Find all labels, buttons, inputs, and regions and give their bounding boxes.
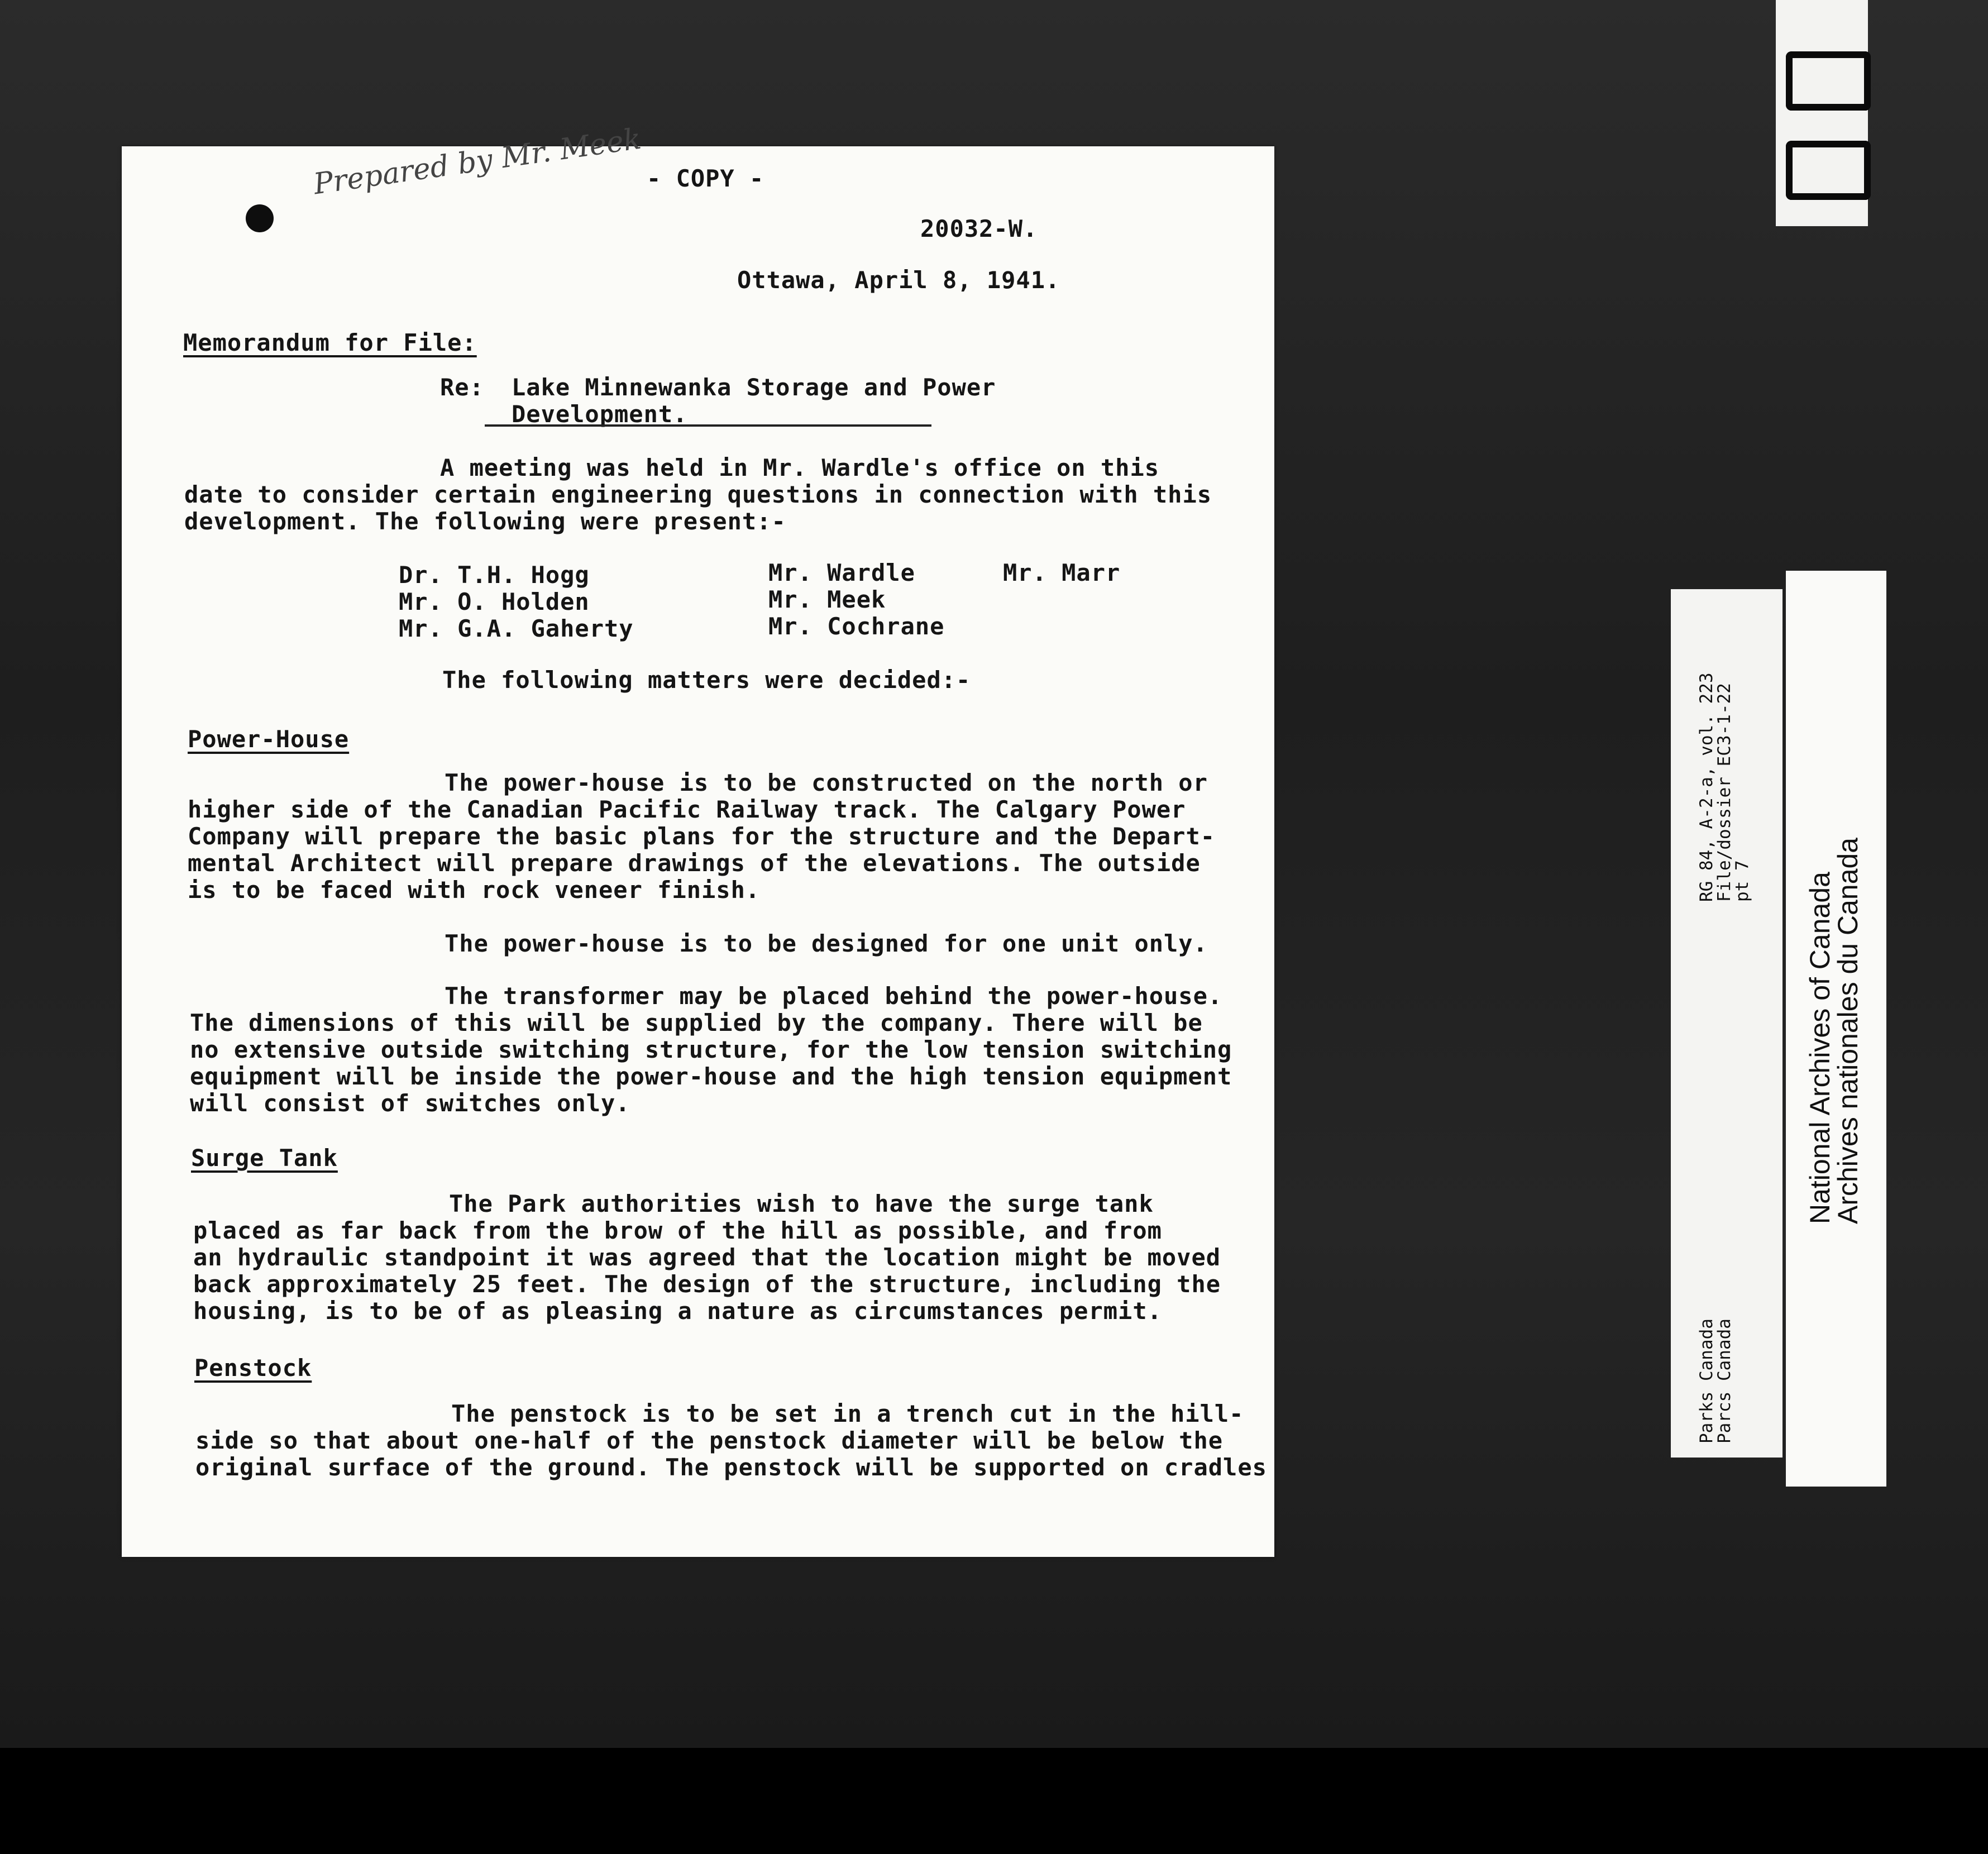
intro-line: date to consider certain engineering questions in connection with this <box>184 481 1212 508</box>
section-heading-power-house: Power-House <box>188 725 350 753</box>
file-number: 20032-W. <box>920 215 1038 242</box>
paragraph-line: is to be faced with rock veneer finish. <box>188 876 761 904</box>
paragraph-line: The power-house is to be designed for one unit only. <box>445 930 1208 957</box>
paragraph-line: original surface of the ground. The penstock will be supported on cradles <box>195 1454 1267 1481</box>
bottom-border <box>0 1748 1988 1854</box>
place-date: Ottawa, April 8, 1941. <box>737 266 1060 294</box>
section-heading-penstock: Penstock <box>194 1354 312 1382</box>
paragraph-line: housing, is to be of as pleasing a nature as circumstances permit. <box>193 1297 1162 1325</box>
archive-reference-line: File/dossier EC3-1-22 <box>1714 683 1734 902</box>
paragraph-line: no extensive outside switching structure, for the low tension switching <box>190 1036 1232 1063</box>
subject-underline <box>485 424 931 427</box>
archive-reference-slip <box>1671 589 1782 1458</box>
archive-name-line: National Archives of Canada <box>1804 872 1836 1224</box>
intro-line: A meeting was held in Mr. Wardle's office on this <box>440 454 1160 481</box>
attendee: Mr. Wardle <box>768 559 915 586</box>
attendee: Mr. Marr <box>1003 559 1121 586</box>
paragraph-line: mental Architect will prepare drawings of the elevations. The outside <box>188 849 1201 877</box>
paragraph-line: higher side of the Canadian Pacific Railway track. The Calgary Power <box>188 796 1186 823</box>
paragraph-line: placed as far back from the brow of the hill as possible, and from <box>193 1217 1162 1244</box>
intro-line: development. The following were present:- <box>184 508 786 535</box>
re-label: Re: <box>440 374 484 401</box>
paragraph-line: The transformer may be placed behind the power-house. <box>445 982 1223 1010</box>
attendee: Mr. G.A. Gaherty <box>399 615 634 642</box>
paragraph-line: Company will prepare the basic plans for the structure and the Depart- <box>188 823 1216 850</box>
frame-marker-glyph <box>1786 141 1871 200</box>
section-heading-surge-tank: Surge Tank <box>191 1144 338 1172</box>
copy-mark: - COPY - <box>647 165 764 192</box>
archive-reference-line: RG 84, A-2-a, vol. 223 <box>1697 672 1717 902</box>
archive-name-slip <box>1786 571 1886 1487</box>
archive-reference-line: pt 7 <box>1732 860 1752 902</box>
paragraph-line: The penstock is to be set in a trench cut in the hill- <box>451 1400 1244 1427</box>
paragraph-line: The dimensions of this will be supplied by the company. There will be <box>190 1009 1203 1036</box>
attendee: Mr. Meek <box>768 586 886 613</box>
punch-hole <box>246 204 274 232</box>
paragraph-line: equipment will be inside the power-house and the high tension equipment <box>190 1063 1232 1090</box>
attendee: Mr. Cochrane <box>768 613 945 640</box>
attendee: Mr. O. Holden <box>399 588 590 615</box>
attendee: Dr. T.H. Hogg <box>399 561 590 589</box>
archive-agency-line: Parcs Canada <box>1714 1318 1734 1444</box>
decided-line: The following matters were decided:- <box>442 666 971 694</box>
frame-marker-glyph <box>1786 51 1871 111</box>
re-subject-line: Development. <box>512 400 688 428</box>
paragraph-line: back approximately 25 feet. The design of the structure, including the <box>193 1270 1221 1298</box>
paragraph-line: an hydraulic standpoint it was agreed that the location might be moved <box>193 1244 1221 1271</box>
memo-heading: Memorandum for File: <box>183 329 477 356</box>
re-subject-line: Lake Minnewanka Storage and Power <box>512 374 996 401</box>
memo-page <box>122 122 1274 1557</box>
frame-marker-strip <box>1776 0 1868 226</box>
archive-name-line: Archives nationales du Canada <box>1832 837 1863 1224</box>
paragraph-line: side so that about one-half of the penstock diameter will be below the <box>195 1427 1224 1454</box>
paragraph-line: The power-house is to be constructed on the north or <box>445 769 1208 796</box>
archive-agency-line: Parks Canada <box>1697 1318 1717 1444</box>
paragraph-line: The Park authorities wish to have the surge tank <box>449 1190 1154 1217</box>
paragraph-line: will consist of switches only. <box>190 1090 630 1117</box>
handwritten-note: Prepared by Mr. Meek <box>311 122 643 202</box>
